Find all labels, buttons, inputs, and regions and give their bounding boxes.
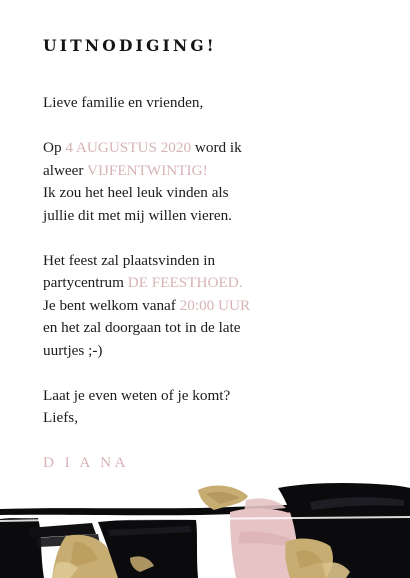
invitation-text (43, 92, 383, 475)
text-alweer: alweer (43, 161, 87, 179)
party-age: VIJFENTWINTIG! (87, 161, 208, 179)
paragraph-gap (43, 430, 383, 453)
party-date: 4 AUGUSTUS 2020 (65, 139, 192, 156)
text-welkom: Je bent welkom vanaf (43, 296, 180, 314)
paragraph-gap (43, 362, 383, 385)
greeting: Lieve familie en vrienden, (43, 94, 204, 111)
venue-line-1: Het feest zal plaatsvinden in (43, 251, 216, 269)
venue-line (43, 272, 383, 295)
party-date-line (43, 137, 383, 160)
age-line (43, 160, 383, 183)
text-word-ik: word ik (191, 139, 242, 156)
rsvp-line: Laat je even weten of je komt? (43, 386, 231, 404)
invite-line-3: Ik zou het heel leuk vinden als (43, 184, 229, 201)
paragraph-gap (43, 227, 383, 250)
text-op: Op (43, 139, 66, 156)
closing-line: Liefs, (43, 409, 79, 426)
signature: D I A NA (43, 454, 129, 471)
venue-line-4: en het zal doorgaan tot in de late (43, 319, 241, 336)
invite-line-4: jullie dit met mij willen vieren. (43, 206, 232, 224)
page-title: UITNODIGING! (43, 36, 217, 55)
brush-strokes-art (0, 472, 410, 578)
text-partycentrum: partycentrum (43, 274, 128, 291)
time-line (43, 295, 383, 318)
paragraph-gap (43, 115, 383, 138)
venue-name: DE FEESTHOED. (127, 274, 243, 291)
venue-line-5: uurtjes ;-) (43, 341, 103, 359)
start-time: 20:00 UUR (179, 296, 251, 314)
